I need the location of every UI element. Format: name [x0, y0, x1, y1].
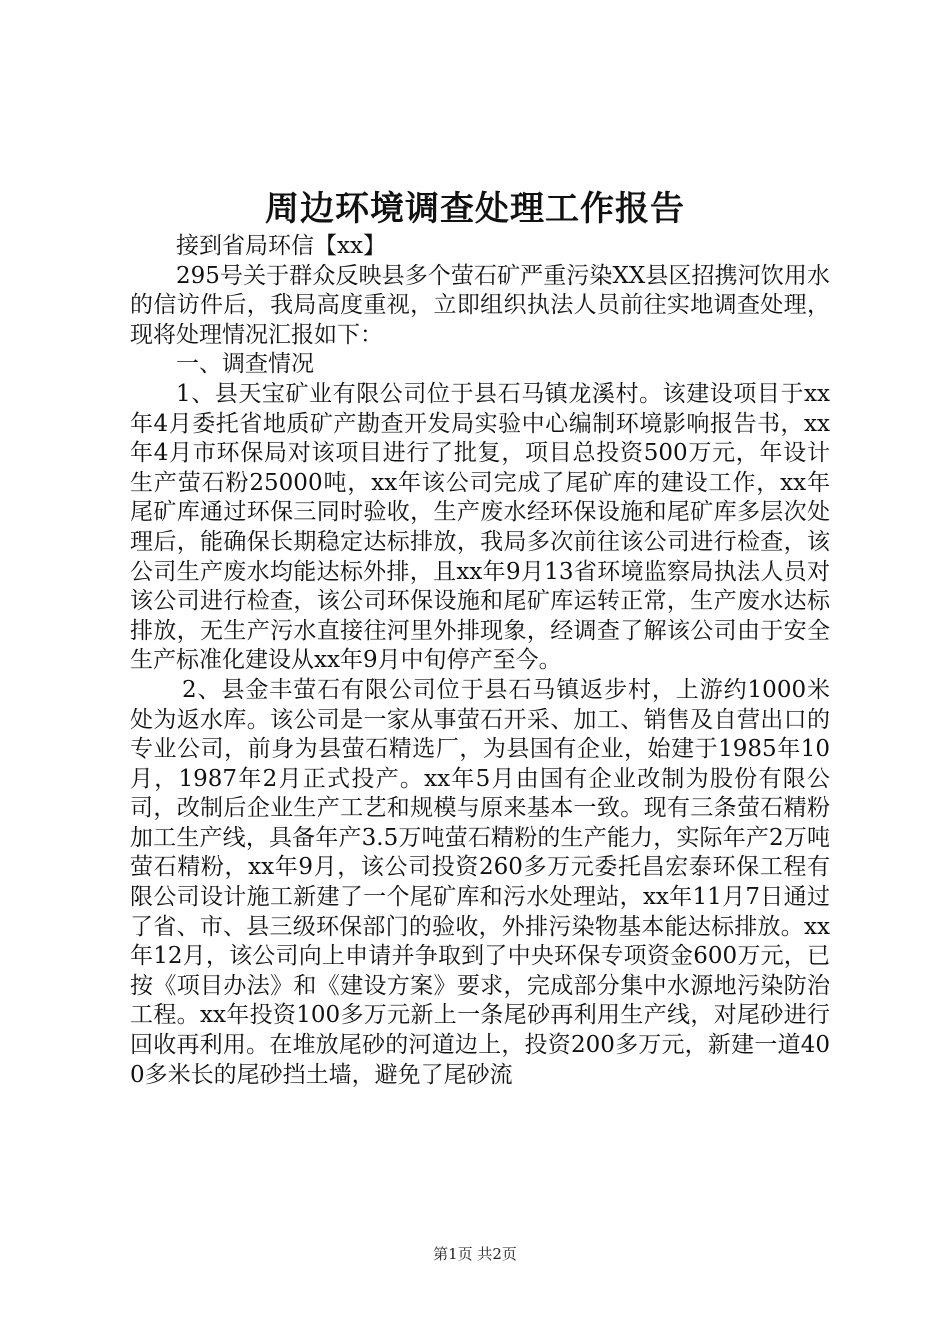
paragraph-company-1: 1、县天宝矿业有限公司位于县石马镇龙溪村。该建设项目于xx年4月委托省地质矿产勘查开发局实验中心编制环境影响报告书，xx年4月市环保局对该项目进行了批复，项目总投资500万元，年设计生产萤石粉25000吨，xx年该公司完成了尾矿库的建设工作，xx年尾矿库通过环保三同时验收，生产废水经环保设施和尾矿库多层次处理后，能确保长期稳定达标排放，我局多次前往该公司进行检查，该公司生产废水均能达标外排，且xx年9月13省环境监察局执法人员对该公司进行检查，该公司环保设施和尾矿库运转正常，生产废水达标排放，无生产污水直接往河里外排现象，经调查了解该公司由于安全生产标准化建设从xx年9月中旬停产至今。 [130, 380, 830, 674]
paragraph-received-letter: 接到省局环信【xx】 [176, 233, 386, 259]
paragraph-intro: 295号关于群众反映县多个萤石矿严重污染XX县区招携河饮用水的信访件后，我局高度重视，立即组织执法人员前往实地调查处理，现将处理情况汇报如下： [130, 262, 830, 348]
paragraph-company-2: 2、县金丰萤石有限公司位于县石马镇返步村，上游约1000米处为返水库。该公司是一家从事萤石开采、加工、销售及自营出口的专业公司，前身为县萤石精选厂，为县国有企业，始建于1985年10月，1987年2月正式投产。xx年5月由国有企业改制为股份有限公司，改制后企业生产工艺和规模与原来基本一致。现有三条萤石精粉加工生产线，具备年产3.5万吨萤石精粉的生产能力，实际年产2万吨萤石精粉，xx年9月，该公司投资260多万元委托昌宏泰环保工程有限公司设计施工新建了一个尾矿库和污水处理站，xx年11月7日通过了省、市、县三级环保部门的验收，外排污染物基本能达标排放。xx年12月，该公司向上申请并争取到了中央环保专项资金600万元，已按《项目办法》和《建设方案》要求，完成部分集中水源地污染防治工程。xx年投资100多万元新上一条尾砂再利用生产线，对尾砂进行回收再利用。在堆放尾砂的河道边上，投资200多万元，新建一道400多米长的尾砂挡土墙，避免了尾砂流 [130, 676, 830, 1088]
section-heading-investigation: 一、调查情况 [176, 351, 314, 378]
page-number-footer: 第1页 共2页 [433, 1245, 517, 1263]
document-body [130, 232, 830, 1090]
document-title: 周边环境调查处理工作报告 [265, 189, 685, 229]
